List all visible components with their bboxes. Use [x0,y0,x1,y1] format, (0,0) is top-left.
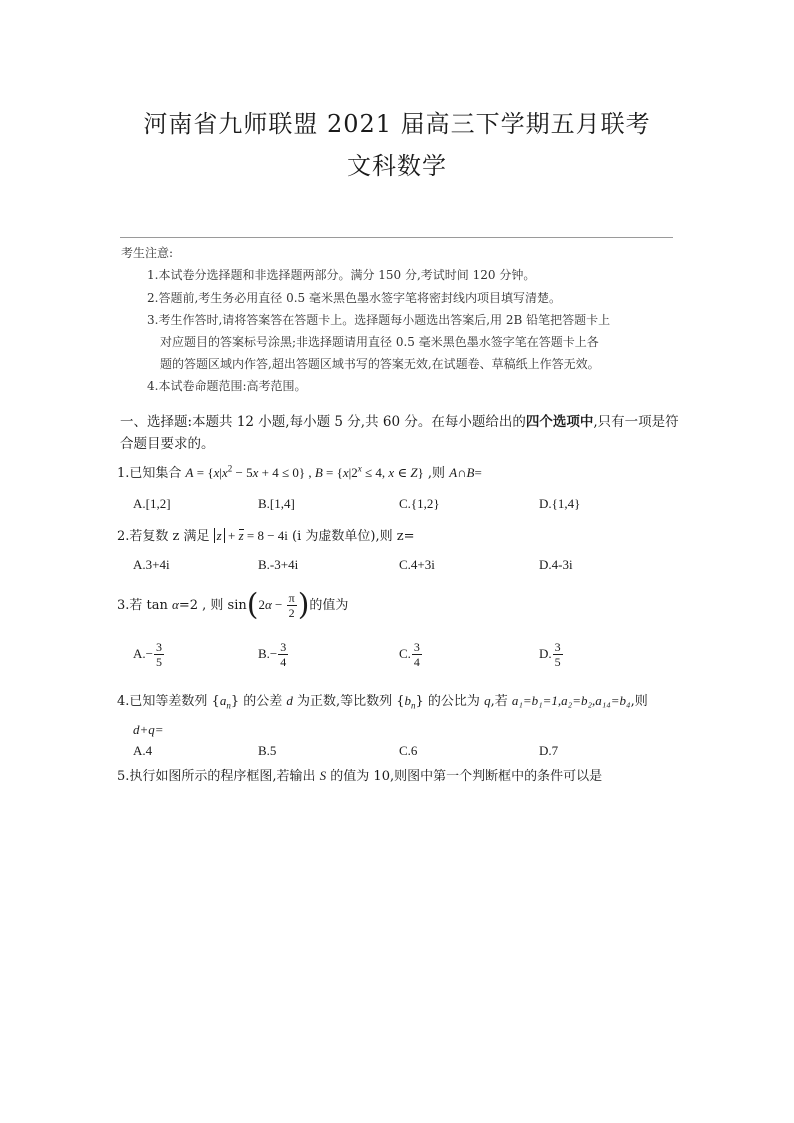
q3-option-d: D. $\frac{3}{5}$ [539,640,561,669]
q1-option-d: D.{1,4} [539,496,581,511]
q1-option-b: B.[1,4] [258,496,295,511]
q2-option-d: D.4-3i [539,557,573,572]
question-1: 1.已知集合 $A = \{x|x^2 - 5x + 4 \le 0\}$ , $B = \{x|2^x \le 4$, x ∈ Z} ,则 A∩B= [117,463,482,481]
q1-option-a: A.[1,2] [133,496,171,511]
q3-option-c: C. $\frac{3}{4}$ [399,640,420,669]
notice-item: 4.本试卷命题范围:高考范围。 [147,379,307,393]
notice-heading: 考生注意: [121,246,174,260]
page-subtitle: 文科数学 [347,152,447,180]
q3-option-b: B.− $\frac{3}{4}$ [258,640,287,669]
page-title: 河南省九师联盟 2021 届高三下学期五月联考 [143,110,651,138]
question-4: 4.已知等差数列 $\{a_n\}$ 的公差 d 为正数,等比数列 $\{b_n\}$ 的公比为 q,若 a₁=b₁=1,a₂=b₂,a₁₄=b₄,则 [117,693,648,711]
q2-option-a: A.3+4i [133,557,170,572]
q4-option-c: C.6 [399,743,418,758]
q3-option-a: A.− $\frac{3}{5}$ [133,640,162,669]
question-3: 3.若 tan α=2 , 则 sin(2α − $\frac{\pi}{2}$ )的值为 [117,587,349,623]
q2-option-b: B.-3+4i [258,557,299,572]
q4-option-b: B.5 [258,743,277,758]
q1-option-c: C.{1,2} [399,496,440,511]
question-4-cont: d+q= [133,722,164,737]
notice-item: 3.考生作答时,请将答案答在答题卡上。选择题每小题选出答案后,用 2B 铅笔把答题卡上 [147,313,611,327]
q4-option-d: D.7 [539,743,559,758]
question-2: 2.若复数 z 满足 z + z = 8 − 4i (i 为虚数单位),则 z= [117,528,415,544]
question-5: 5.执行如图所示的程序框图,若输出 S 的值为 10,则图中第一个判断框中的条件可以是 [117,768,603,784]
header-divider [120,237,673,238]
notice-item: 题的答题区域内作答,超出答题区域书写的答案无效,在试题卷、草稿纸上作答无效。 [160,357,600,371]
section-instructions: 一、选择题:本题共 12 小题,每小题 5 分,共 60 分。在每小题给出的四个选项中,只有一项是符 [120,414,679,430]
section-instructions-cont: 合题目要求的。 [120,436,215,452]
notice-item: 1.本试卷分选择题和非选择题两部分。满分 150 分,考试时间 120 分钟。 [147,268,536,282]
notice-item: 对应题目的答案标号涂黑;非选择题请用直径 0.5 毫米黑色墨水签字笔在答题卡上各 [160,335,599,349]
q2-option-c: C.4+3i [399,557,435,572]
q4-option-a: A.4 [133,743,153,758]
notice-item: 2.答题前,考生务必用直径 0.5 毫米黑色墨水签字笔将密封线内项目填写清楚。 [147,291,561,305]
